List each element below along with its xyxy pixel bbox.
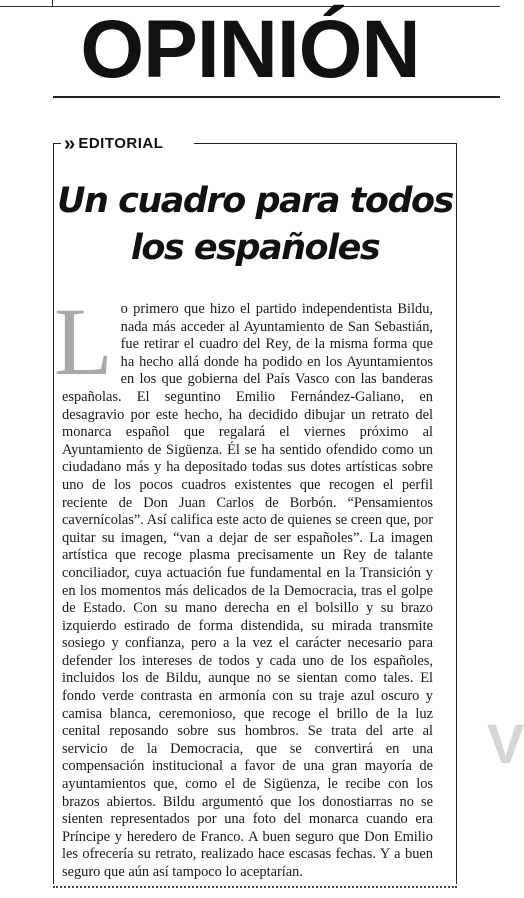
article-headline: Un cuadro para todos los españoles <box>57 181 453 268</box>
section-title-rule <box>53 96 500 98</box>
section-title: OPINIÓN <box>80 4 420 95</box>
article-body <box>54 288 433 882</box>
drop-cap: L <box>54 288 113 395</box>
editorial-kicker <box>64 131 163 157</box>
kicker-label: EDITORIAL <box>78 135 164 152</box>
frame-top-border-right <box>194 143 457 144</box>
frame-right-border <box>456 143 457 884</box>
margin-letter: V <box>487 712 524 775</box>
frame-top-border-left <box>53 143 61 144</box>
double-chevron-icon: ›› <box>64 133 74 155</box>
frame-bottom-dotted-border <box>53 886 457 888</box>
article-body-text: o primero que hizo el partido independentista Bildu, nada más acceder al Ayuntamiento de San Sebastián, fue retirar el cuadro del Rey, de la misma forma que ha hecho allá donde ha podido en los Ayuntamientos en los que gobierna del País Vasco con las banderas españolas. El seguntino Emilio Fernández-Galiano, en desagravio por este hecho, ha decidido dibujar un retrato del monarca español que regalará el viernes próximo al Ayuntamiento de Sigüenza. Él se ha sentido ofendido como un ciudadano más y ha depositado todas sus dotes artísticas sobre uno de los pocos cuadros existentes que recogen el perfil reciente de Don Juan Carlos de Borbón. “Pensamientos cavernícolas”. Así califica este acto de quienes se creen que, por quitar su imagen, “van a dejar de ser españoles”. La imagen artística que recoge plasma precisamente un Rey de talante conciliador, cuya actuación fue fundamental en la Transición y en los momentos más delicados de la Democracia, tras el golpe de Estado. Con su mano derecha en el bolsillo y su brazo izquierdo estirado de forma distendida, su mirada transmite sosiego y confianza, pero a la vez el carácter necesario para defender los intereses de todos y cada uno de los españoles, incluidos los de Bildu, aunque no se sientan como tales. El fondo verde contrasta en armonía con su traje azul oscuro y camisa blanca, ceremonioso, que recoge el brillo de la luz cenital reposando sobre sus hombros. Se trata del arte al servicio de la Democracia, que se convertirá en una compensación institucional a favor de una gran mayoría de ayuntamientos que, como el de Sigüenza, le recibe con los brazos abiertos. Bildu argumentó que los donostiarras no se sienten representados por una foto del monarca cuando era Príncipe y heredero de Franco. A buen seguro que Don Emilio les ofrecería su retrato, realizado hace escasas fechas. Y a buen seguro que aún así tampoco lo aceptarían. <box>62 301 433 880</box>
